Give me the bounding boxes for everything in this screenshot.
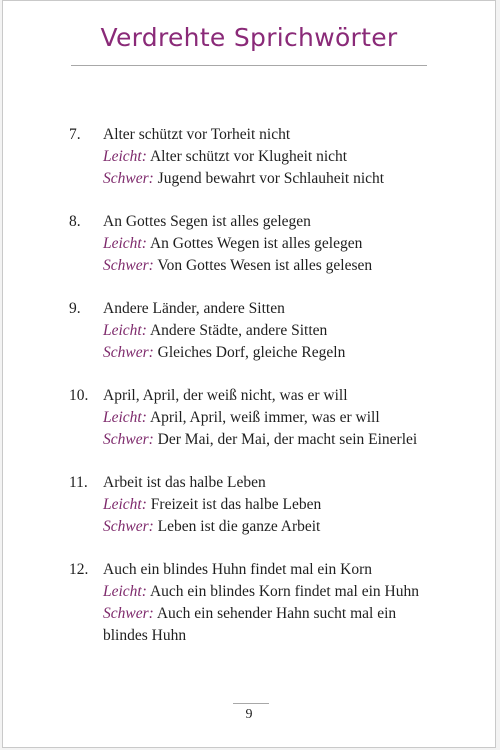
easy-label: Leicht: <box>103 496 147 513</box>
entry-number: 9. <box>69 300 81 317</box>
easy-variant: Andere Städte, andere Sitten <box>149 322 328 339</box>
hard-label: Schwer: <box>103 431 154 448</box>
entry-number: 8. <box>69 213 81 230</box>
easy-variant: Alter schützt vor Klugheit nicht <box>149 148 348 165</box>
footer-divider <box>233 703 269 704</box>
proverb-entry <box>69 211 439 277</box>
proverb-list <box>69 124 439 668</box>
hard-label: Schwer: <box>103 518 154 535</box>
proverb-entry <box>69 472 439 538</box>
easy-label: Leicht: <box>103 148 147 165</box>
page-title: Verdrehte Sprichwörter <box>100 23 398 52</box>
hard-variant: Der Mai, der Mai, der macht sein Einerlei <box>157 431 418 448</box>
hard-variant: Gleiches Dorf, gleiche Regeln <box>157 344 346 361</box>
easy-variant: An Gottes Wegen ist alles gelegen <box>149 235 363 252</box>
original-proverb: April, April, der weiß nicht, was er will <box>103 387 348 404</box>
original-proverb: Alter schützt vor Torheit nicht <box>103 126 291 143</box>
hard-variant: Auch ein sehender Hahn sucht mal ein blindes Huhn <box>103 605 397 644</box>
proverb-entry <box>69 559 439 647</box>
title-divider <box>71 65 427 66</box>
proverb-entry <box>69 385 439 451</box>
easy-label: Leicht: <box>103 322 147 339</box>
entry-number: 7. <box>69 126 81 143</box>
original-proverb: An Gottes Segen ist alles gelegen <box>103 213 311 230</box>
entry-number: 10. <box>69 387 89 404</box>
entry-number: 12. <box>69 561 89 578</box>
easy-label: Leicht: <box>103 409 147 426</box>
original-proverb: Auch ein blindes Huhn findet mal ein Korn <box>103 561 373 578</box>
easy-variant: April, April, weiß immer, was er will <box>149 409 380 426</box>
hard-variant: Von Gottes Wesen ist alles gelesen <box>157 257 373 274</box>
proverb-entry <box>69 124 439 190</box>
easy-label: Leicht: <box>103 235 147 252</box>
original-proverb: Andere Länder, andere Sitten <box>103 300 285 317</box>
page-number: 9 <box>245 707 253 722</box>
proverb-entry <box>69 298 439 364</box>
easy-label: Leicht: <box>103 583 147 600</box>
original-proverb: Arbeit ist das halbe Leben <box>103 474 266 491</box>
hard-label: Schwer: <box>103 170 154 187</box>
easy-variant: Freizeit ist das halbe Leben <box>150 496 322 513</box>
hard-label: Schwer: <box>103 257 154 274</box>
hard-variant: Leben ist die ganze Arbeit <box>157 518 321 535</box>
easy-variant: Auch ein blindes Korn findet mal ein Huhn <box>149 583 419 600</box>
entry-number: 11. <box>69 474 88 491</box>
hard-label: Schwer: <box>103 605 154 622</box>
hard-variant: Jugend bewahrt vor Schlauheit nicht <box>157 170 385 187</box>
hard-label: Schwer: <box>103 344 154 361</box>
book-page <box>2 0 496 748</box>
